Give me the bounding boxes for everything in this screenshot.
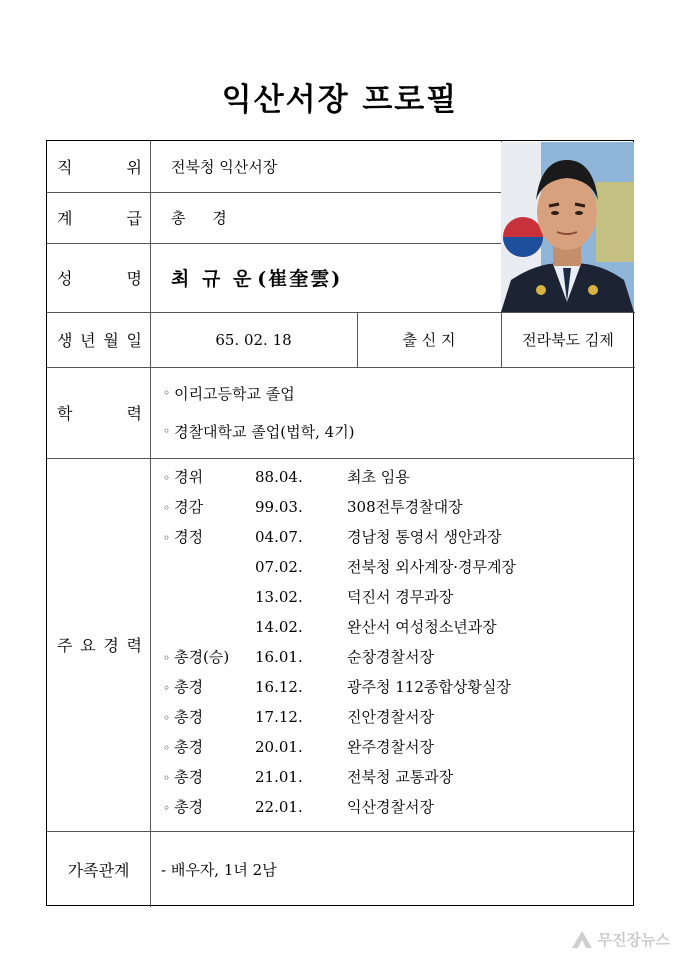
position-value: 전북청 익산서장 — [171, 158, 278, 176]
family-value: - 배우자, 1녀 2남 — [161, 860, 277, 879]
career-rank-text: 총경 — [174, 798, 204, 816]
career-desc: 전북청 교통과장 — [347, 768, 454, 786]
education-item — [163, 419, 355, 443]
education-item — [163, 381, 295, 405]
career-desc: 최초 임용 — [347, 468, 410, 486]
page-title: 익산서장 프로필 — [221, 82, 459, 118]
watermark — [570, 928, 670, 950]
bullet-icon: ◦ — [163, 771, 171, 785]
bullet-icon: ◦ — [163, 501, 171, 515]
bullet-icon: ◦ — [163, 424, 171, 438]
career-date: 13.02. — [255, 587, 303, 606]
career-rank — [163, 646, 255, 667]
education-label-text: 학 력 — [57, 404, 142, 423]
career-rank-text: 총경 — [174, 678, 204, 696]
rank-label — [47, 192, 150, 243]
career-row — [163, 522, 501, 551]
career-desc: 전북청 외사계장·경무계장 — [347, 558, 516, 576]
career-date: 22.01. — [255, 797, 303, 816]
career-rank — [163, 736, 255, 757]
career-desc: 순창경찰서장 — [347, 648, 434, 666]
profile-photo — [501, 142, 634, 312]
education-item-text: 이리고등학교 졸업 — [174, 384, 295, 403]
career-date: 14.02. — [255, 617, 303, 636]
name-hanja: (崔奎雲) — [257, 268, 343, 290]
career-rank — [163, 766, 255, 787]
watermark-logo-icon — [570, 928, 594, 950]
career-date: 99.03. — [255, 497, 303, 516]
career-desc: 익산경찰서장 — [347, 798, 434, 816]
career-desc: 완산서 여성청소년과장 — [347, 618, 497, 636]
birth-label-text: 생 년 월 일 — [57, 331, 142, 350]
family-label: 가족관계 — [67, 860, 130, 880]
career-row — [163, 492, 463, 521]
career-date: 16.01. — [255, 647, 303, 666]
career-row — [163, 552, 516, 581]
career-rank — [163, 706, 255, 727]
hometown-value: 전라북도 김제 — [522, 331, 614, 349]
career-row — [163, 672, 511, 701]
career-desc: 308전투경찰대장 — [347, 498, 463, 516]
birth-label — [47, 312, 150, 367]
career-rank — [163, 496, 255, 517]
career-label-text: 주 요 경 력 — [57, 636, 142, 655]
bullet-icon: ◦ — [163, 681, 171, 695]
career-date: 17.12. — [255, 707, 303, 726]
career-rank — [163, 676, 255, 697]
position-label-text: 직 위 — [57, 158, 142, 177]
career-desc: 광주청 112종합상황실장 — [347, 678, 511, 696]
career-rank-text: 총경 — [174, 768, 204, 786]
career-desc: 경남청 통영서 생안과장 — [347, 528, 502, 546]
rank-value: 총 경 — [171, 209, 227, 227]
career-row — [163, 582, 453, 611]
birth-value: 65. 02. 18 — [215, 330, 292, 349]
career-row — [163, 762, 453, 791]
career-row — [163, 702, 434, 731]
career-date: 07.02. — [255, 557, 303, 576]
career-rank-text: 경정 — [174, 528, 204, 546]
name-hangul: 최 규 운 — [171, 268, 252, 290]
career-desc: 덕진서 경무과장 — [347, 588, 454, 606]
portrait-image — [501, 142, 634, 312]
bullet-icon: ◦ — [163, 471, 171, 485]
career-date: 04.07. — [255, 527, 303, 546]
career-row — [163, 642, 434, 671]
career-rank-text: 경위 — [174, 468, 204, 486]
career-row — [163, 732, 434, 761]
career-desc: 완주경찰서장 — [347, 738, 434, 756]
career-row — [163, 612, 497, 641]
rank-label-text: 계 급 — [57, 209, 142, 228]
bullet-icon: ◦ — [163, 531, 171, 545]
career-date: 16.12. — [255, 677, 303, 696]
career-rank — [163, 796, 255, 817]
profile-table — [46, 140, 634, 906]
career-rank-text: 경감 — [174, 498, 204, 516]
hometown-label: 출 신 지 — [402, 331, 456, 349]
bullet-icon: ◦ — [163, 386, 171, 400]
career-row — [163, 462, 410, 491]
career-rank-text: 총경(승) — [174, 648, 230, 666]
position-label — [47, 141, 150, 192]
bullet-icon: ◦ — [163, 801, 171, 815]
career-date: 20.01. — [255, 737, 303, 756]
name-label — [47, 243, 150, 312]
education-label — [47, 367, 150, 458]
career-row — [163, 792, 434, 821]
career-date: 21.01. — [255, 767, 303, 786]
career-rank-text: 총경 — [174, 738, 204, 756]
watermark-text: 무진장뉴스 — [597, 930, 670, 949]
bullet-icon: ◦ — [163, 711, 171, 725]
career-date: 88.04. — [255, 467, 303, 486]
career-rank-text: 총경 — [174, 708, 204, 726]
bullet-icon: ◦ — [163, 651, 171, 665]
career-rank — [163, 526, 255, 547]
career-label — [47, 458, 150, 831]
education-item-text: 경찰대학교 졸업(법학, 4기) — [174, 422, 355, 441]
bullet-icon: ◦ — [163, 741, 171, 755]
name-value — [171, 243, 342, 312]
career-desc: 진안경찰서장 — [347, 708, 434, 726]
career-rank — [163, 466, 255, 487]
name-label-text: 성 명 — [57, 269, 142, 288]
